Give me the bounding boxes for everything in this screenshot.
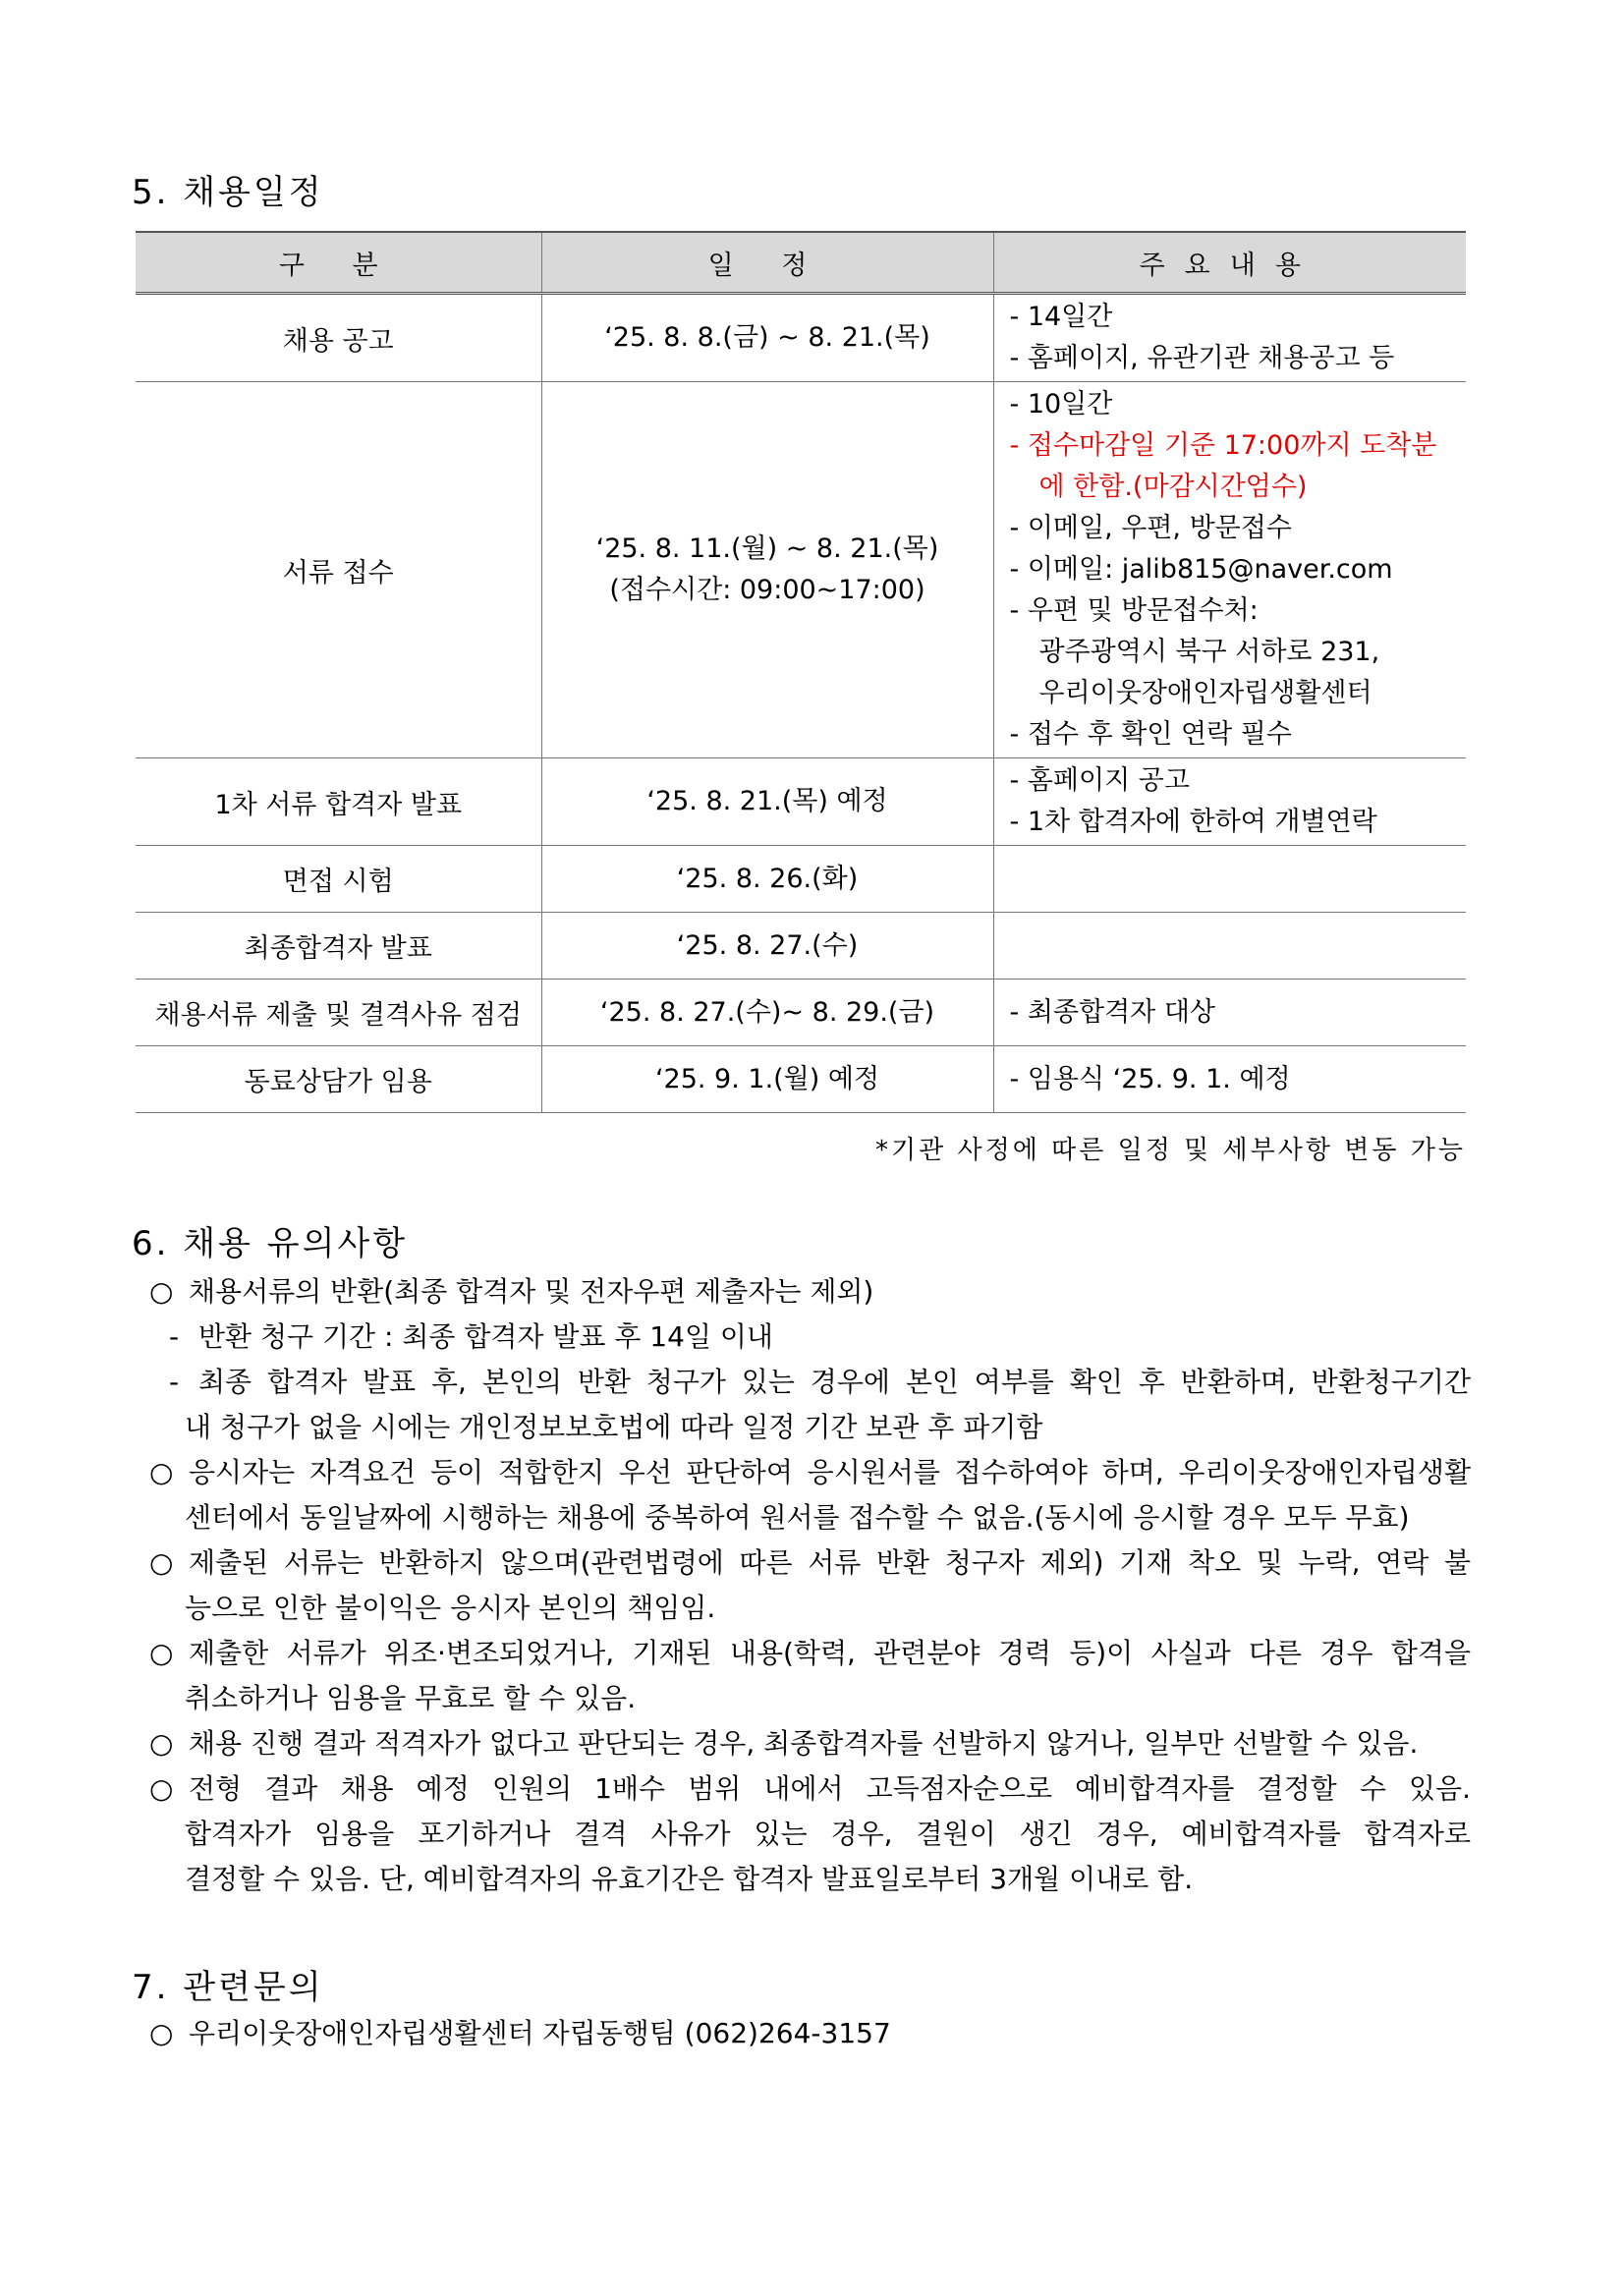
row-date <box>541 758 993 846</box>
row-notes <box>993 913 1466 980</box>
dash-icon: - <box>169 1366 180 1398</box>
bullet-icon: ○ <box>149 2017 174 2049</box>
note-line: - 최종합격자 대상 <box>1009 996 1215 1028</box>
section-6-title: 6. 채용 유의사항 <box>132 1224 409 1263</box>
header-schedule: 일 정 <box>541 232 993 294</box>
row-item: 1차 서류 합격자 발표 <box>136 758 541 846</box>
table-row <box>136 758 1466 846</box>
notice-list <box>149 1269 1471 1902</box>
notice-item <box>149 1721 1471 1766</box>
notice-text: 반환 청구 기간 : 최종 합격자 발표 후 14일 이내 <box>198 1320 773 1353</box>
dash-icon: - <box>169 1320 180 1353</box>
header-category: 구 분 <box>136 232 541 294</box>
row-notes <box>993 1046 1466 1113</box>
bullet-icon: ○ <box>149 1727 174 1760</box>
note-line: - 임용식 ‘25. 9. 1. 예정 <box>1009 1063 1291 1094</box>
section-7-title: 7. 관련문의 <box>132 1968 324 2007</box>
bullet-icon: ○ <box>149 1637 174 1669</box>
notice-continuation: 결정할 수 있음. 단, 예비합격자의 유효기간은 합격자 발표일로부터 3개월 이내로 함. <box>185 1863 1194 1895</box>
note-line-address: 광주광역시 북구 서하로 231, <box>1038 637 1380 667</box>
notice-subitem <box>149 1315 1471 1360</box>
bullet-icon: ○ <box>149 1456 174 1488</box>
note-line: - 접수 후 확인 연락 필수 <box>1009 719 1292 750</box>
row-item: 동료상담가 임용 <box>136 1046 541 1113</box>
schedule-header-row <box>136 232 1466 294</box>
contact-block <box>149 2011 1471 2056</box>
notice-text: 채용 진행 결과 적격자가 없다고 판단되는 경우, 최종합격자를 선발하지 않거나, 일부만 선발할 수 있음. <box>189 1727 1419 1760</box>
date-line: (접수시간: 09:00~17:00) <box>609 575 925 605</box>
note-line: - 1차 합격자에 한하여 개별연락 <box>1009 807 1377 837</box>
date-line: ‘25. 8. 11.(월) ~ 8. 21.(목) <box>595 533 939 564</box>
bullet-icon: ○ <box>149 1275 174 1308</box>
row-date <box>541 913 993 980</box>
table-row <box>136 846 1466 913</box>
notice-text: 채용서류의 반환(최종 합격자 및 전자우편 제출자는 제외) <box>189 1275 874 1308</box>
notice-continuation: 내 청구가 없을 시에는 개인정보보호법에 따라 일정 기간 보관 후 파기함 <box>185 1411 1043 1443</box>
date-line: ‘25. 8. 21.(목) 예정 <box>646 786 888 816</box>
date-line: ‘25. 8. 26.(화) <box>676 863 859 894</box>
row-item: 채용서류 제출 및 결격사유 점검 <box>136 980 541 1046</box>
contact-line <box>149 2011 1471 2056</box>
notice-item <box>149 1269 1471 1315</box>
note-line: - 14일간 <box>1009 302 1113 332</box>
row-date <box>541 846 993 913</box>
date-line: ‘25. 9. 1.(월) 예정 <box>654 1063 880 1094</box>
note-line: - 홈페이지, 유관기관 채용공고 등 <box>1009 343 1395 373</box>
row-notes <box>993 980 1466 1046</box>
note-line: - 우편 및 방문접수처: <box>1009 595 1259 626</box>
row-notes <box>993 294 1466 382</box>
note-line-highlight: 에 한함.(마감시간엄수) <box>1038 472 1308 502</box>
date-line: ‘25. 8. 27.(수)~ 8. 29.(금) <box>599 996 935 1028</box>
header-details: 주요내용 <box>993 232 1466 294</box>
notice-subitem <box>149 1360 1471 1405</box>
bullet-icon: ○ <box>149 1546 174 1579</box>
notice-item <box>149 1540 1471 1586</box>
notice-continuation: 합격자가 임용을 포기하거나 결격 사유가 있는 경우, 결원이 생긴 경우, 예비합격자를 합격자로 <box>185 1818 1471 1850</box>
notice-item <box>149 1450 1471 1495</box>
notice-continuation: 취소하거나 임용을 무효로 할 수 있음. <box>185 1682 637 1714</box>
note-line-email: - 이메일: jalib815@naver.com <box>1009 554 1393 585</box>
table-row <box>136 1046 1466 1113</box>
schedule-footnote: *기관 사정에 따른 일정 및 세부사항 변동 가능 <box>875 1136 1466 1165</box>
bullet-icon: ○ <box>149 1772 174 1805</box>
row-item: 채용 공고 <box>136 294 541 382</box>
row-item: 최종합격자 발표 <box>136 913 541 980</box>
row-date <box>541 382 993 758</box>
table-row <box>136 382 1466 758</box>
row-date <box>541 980 993 1046</box>
row-notes <box>993 758 1466 846</box>
date-line: ‘25. 8. 27.(수) <box>676 929 859 961</box>
note-line: - 10일간 <box>1009 389 1113 420</box>
row-item: 면접 시험 <box>136 846 541 913</box>
notice-text: 응시자는 자격요건 등이 적합한지 우선 판단하여 응시원서를 접수하여야 하며, 우리이웃장애인자립생활 <box>189 1456 1471 1488</box>
notice-text: 제출한 서류가 위조·변조되었거나, 기재된 내용(학력, 관련분야 경력 등)이 사실과 다른 경우 합격을 <box>189 1637 1471 1669</box>
row-item: 서류 접수 <box>136 382 541 758</box>
notice-continuation: 센터에서 동일날짜에 시행하는 채용에 중복하여 원서를 접수할 수 없음.(동시에 응시할 경우 모두 무효) <box>185 1501 1410 1534</box>
notice-text: 전형 결과 채용 예정 인원의 1배수 범위 내에서 고득점자순으로 예비합격자를 결정할 수 있음. <box>189 1772 1471 1805</box>
notice-text: 최종 합격자 발표 후, 본인의 반환 청구가 있는 경우에 본인 여부를 확인 후 반환하며, 반환청구기간 <box>198 1366 1471 1398</box>
table-row <box>136 913 1466 980</box>
note-line: - 이메일, 우편, 방문접수 <box>1009 513 1292 543</box>
row-date <box>541 1046 993 1113</box>
row-notes <box>993 382 1466 758</box>
contact-text: 우리이웃장애인자립생활센터 자립동행팀 (062)264-3157 <box>189 2017 891 2049</box>
notice-text: 제출된 서류는 반환하지 않으며(관련법령에 따른 서류 반환 청구자 제외) 기재 착오 및 누락, 연락 불 <box>189 1546 1471 1579</box>
date-line: ‘25. 8. 8.(금) ~ 8. 21.(목) <box>604 322 930 353</box>
note-line-address: 우리이웃장애인자립생활센터 <box>1038 678 1372 708</box>
notice-item <box>149 1631 1471 1676</box>
row-date <box>541 294 993 382</box>
schedule-table <box>136 231 1466 1113</box>
note-line-highlight: - 접수마감일 기준 17:00까지 도착분 <box>1009 430 1437 461</box>
notice-continuation: 능으로 인한 불이익은 응시자 본인의 책임임. <box>185 1592 716 1624</box>
notice-item <box>149 1766 1471 1812</box>
table-row <box>136 980 1466 1046</box>
table-row <box>136 294 1466 382</box>
note-line: - 홈페이지 공고 <box>1009 765 1190 796</box>
section-5-title: 5. 채용일정 <box>132 173 324 212</box>
row-notes <box>993 846 1466 913</box>
